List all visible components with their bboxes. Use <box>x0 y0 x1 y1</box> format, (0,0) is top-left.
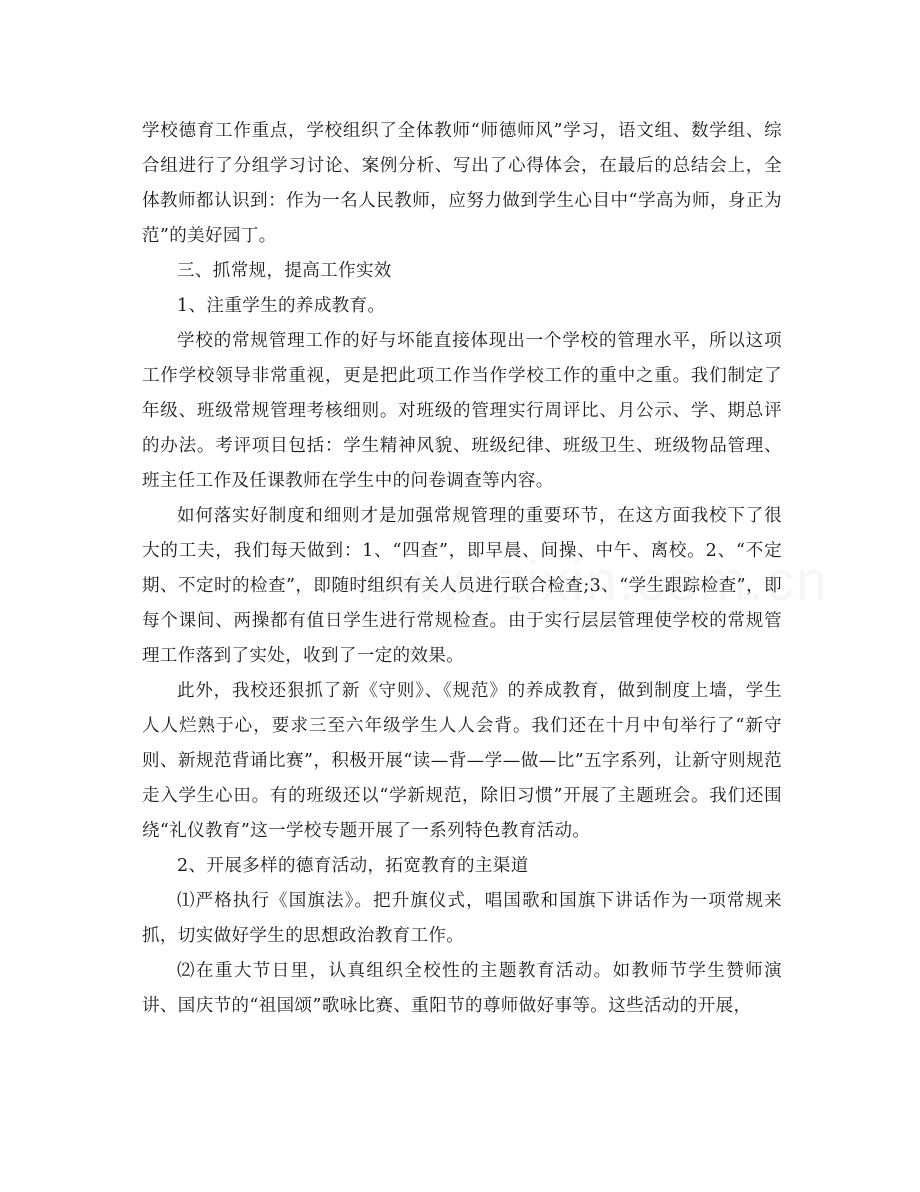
subheading-1: 1、注重学生的养成教育。 <box>177 296 386 316</box>
paragraph-flag-law: ⑴严格执行《国旗法》。把升旗仪式，唱国歌和国旗下讲话作为一项常规来抓，切实做好学生的思想政治教育工作。 <box>142 891 782 946</box>
document-body <box>142 114 782 1024</box>
paragraph-routine-management: 学校的常规管理工作的好与坏能直接体现出一个学校的管理水平，所以这项工作学校领导非常重视，更是把此项工作当作学校工作的重中之重。我们制定了年级、班级常规管理考核细则。对班级的管理实行周评比、月公示、学、期总评的办法。考评项目包括：学生精神风貌、班级纪律、班级卫生、班级物品管理、班主任工作及任课教师在学生中的问卷调查等内容。 <box>142 331 782 491</box>
paragraph-inspection: 如何落实好制度和细则才是加强常规管理的重要环节，在这方面我校下了很大的工夫，我们每天做到：1、“四查”，即早晨、间操、中午、离校。2、“不定期、不定时的检查”，即随时组织有关人员进行联合检查;3、“学生跟踪检查”，即每个课间、两操都有值日学生进行常规检查。由于实行层层管理使学校的常规管理工作落到了实处，收到了一定的效果。 <box>142 506 782 666</box>
paragraph-1: 学校德育工作重点，学校组织了全体教师“师德师风”学习，语文组、数学组、综合组进行了分组学习讨论、案例分析、写出了心得体会，在最后的总结会上，全体教师都认识到：作为一名人民教师，应努力做到学生心目中“学高为师，身正为范”的美好园丁。 <box>142 121 782 246</box>
section-heading-3: 三、抓常规，提高工作实效 <box>177 261 392 281</box>
subheading-2: 2、开展多样的德育活动，拓宽教育的主渠道 <box>177 856 529 876</box>
paragraph-rules-education: 此外，我校还狠抓了新《守则》、《规范》的养成教育，做到制度上墙，学生人人烂熟于心，要求三至六年级学生人人会背。我们还在十月中旬举行了“新守则、新规范背诵比赛”，积极开展“读—背—学—做—比”五字系列，让新守则规范走入学生心田。有的班级还以“学新规范，除旧习惯”开展了主题班会。我们还围绕“礼仪教育”这一学校专题开展了一系列特色教育活动。 <box>142 681 782 841</box>
paragraph-festival-activities: ⑵在重大节日里，认真组织全校性的主题教育活动。如教师节学生赞师演讲、国庆节的“祖国颂”歌咏比赛、重阳节的尊师做好事等。这些活动的开展， <box>142 961 782 1016</box>
